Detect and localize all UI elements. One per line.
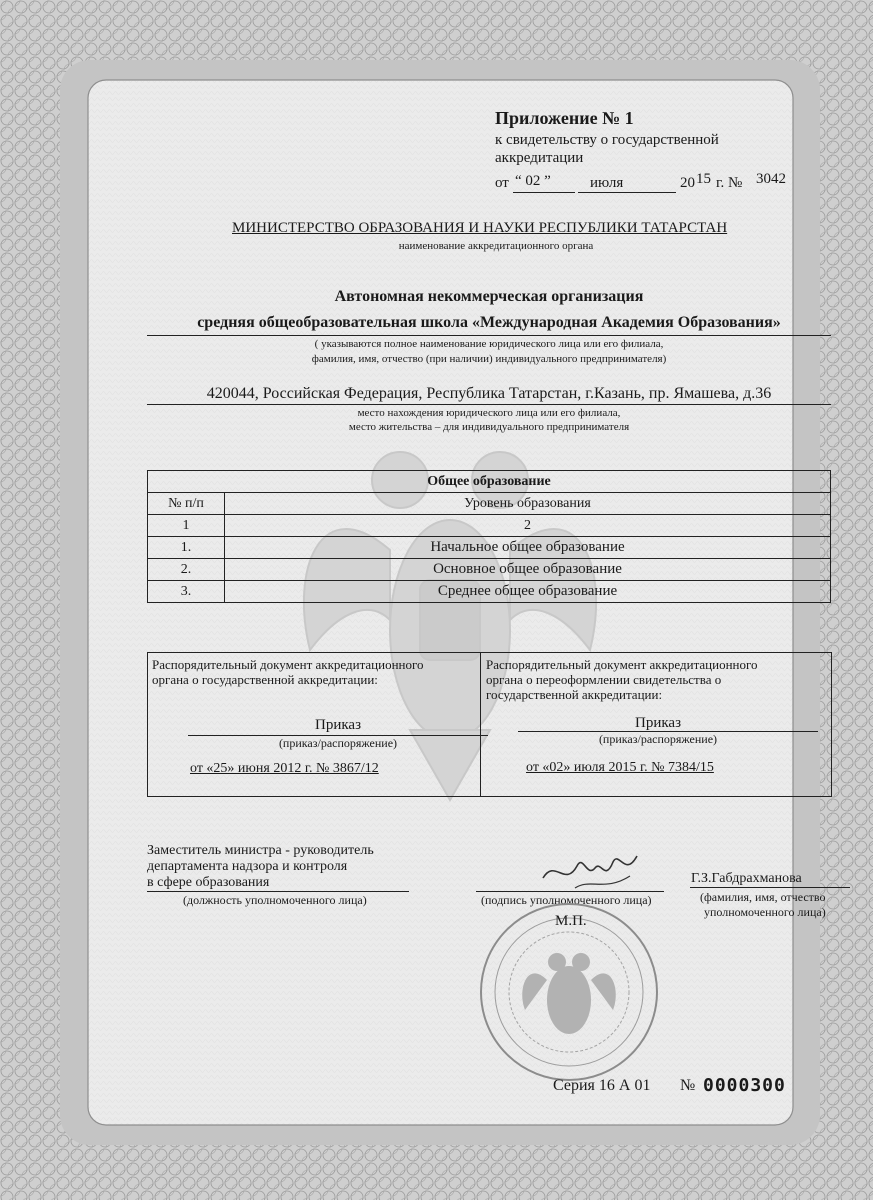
table-section-row [148,471,831,493]
name-caption2: уполномоченного лица) [704,905,826,919]
certificate-number: 3042 [756,171,786,187]
education-levels-table [147,470,831,603]
section-title: Общее образование [148,471,831,493]
left-doc-heading2: органа о государственной аккредитации: [152,672,378,687]
series-number: 0000300 [703,1075,786,1096]
authority-name: МИНИСТЕРСТВО ОБРАЗОВАНИЯ И НАУКИ РЕСПУБЛИКИ ТАТАРСТАН [232,220,728,236]
name-caption1: (фамилия, имя, отчество [700,890,826,904]
signatory-position-line1: Заместитель министра - руководитель [147,843,374,858]
signatory-name: Г.З.Габдрахманова [691,871,802,886]
row-num: 1. [148,537,225,559]
authority-caption: наименование аккредитационного органа [398,240,594,252]
left-doc-type: Приказ [314,717,361,733]
col-header-num: № п/п [148,493,225,515]
table-row [148,559,831,581]
row-num: 3. [148,581,225,603]
right-doc-heading1: Распорядительный документ аккредитационного [486,657,758,672]
index-level: 2 [225,515,831,537]
date-month: июля [590,175,624,191]
table-row [148,581,831,603]
row-level: Основное общее образование [225,559,831,581]
series-label: Серия 16 А 01 [553,1077,651,1094]
address-caption1: место нахождения юридического лица или его филиала, [357,407,621,419]
organization-line2: средняя общеобразовательная школа «Международная Академия Образования» [197,314,781,331]
appendix-title: Приложение № 1 [495,108,634,128]
date-day: “ 02 ” [515,173,551,189]
signatory-position-line3: в сфере образования [147,875,270,890]
left-doc-heading1: Распорядительный документ аккредитационного [152,657,424,672]
left-doc-caption: (приказ/распоряжение) [278,736,398,750]
stamp-place-label: М.П. [555,913,587,929]
table-row [148,537,831,559]
col-header-level: Уровень образования [225,493,831,515]
organization-caption1: ( указываются полное наименование юридического лица или его филиала, [314,338,664,350]
row-level: Начальное общее образование [225,537,831,559]
date-year-suffix: 15 [696,171,711,187]
left-doc-date: от «25» июня 2012 г. № 3867/12 [190,761,379,776]
series-number-sign: № [680,1077,696,1094]
date-year-prefix: 20 [680,175,695,191]
right-doc-heading2: органа о переоформлении свидетельства о [486,672,722,687]
index-num: 1 [148,515,225,537]
date-year-g: г. № [716,175,743,191]
row-level: Среднее общее образование [225,581,831,603]
row-num: 2. [148,559,225,581]
right-doc-date: от «02» июля 2015 г. № 7384/15 [526,760,714,775]
right-doc-caption: (приказ/распоряжение) [598,732,718,746]
administrative-documents-box [147,652,832,797]
right-doc-heading3: государственной аккредитации: [486,687,663,702]
right-doc-type: Приказ [634,715,681,731]
signature-caption: (подпись уполномоченного лица) [481,893,652,907]
signatory-position-line2: департамента надзора и контроля [147,859,348,874]
table-header-row [148,493,831,515]
signatory-position-caption: (должность уполномоченного лица) [183,893,367,907]
date-prefix: от [495,175,509,191]
appendix-subtitle-line1: к свидетельству о государственной [495,132,719,148]
table-index-row [148,515,831,537]
organization-line1: Автономная некоммерческая организация [334,288,644,305]
organization-address: 420044, Российская Федерация, Республика Татарстан, г.Казань, пр. Ямашева, д.36 [206,385,772,402]
address-caption2: место жительства – для индивидуального предпринимателя [348,421,630,433]
appendix-subtitle-line2: аккредитации [495,150,584,166]
organization-caption2: фамилия, имя, отчество (при наличии) индивидуального предпринимателя) [311,353,667,365]
